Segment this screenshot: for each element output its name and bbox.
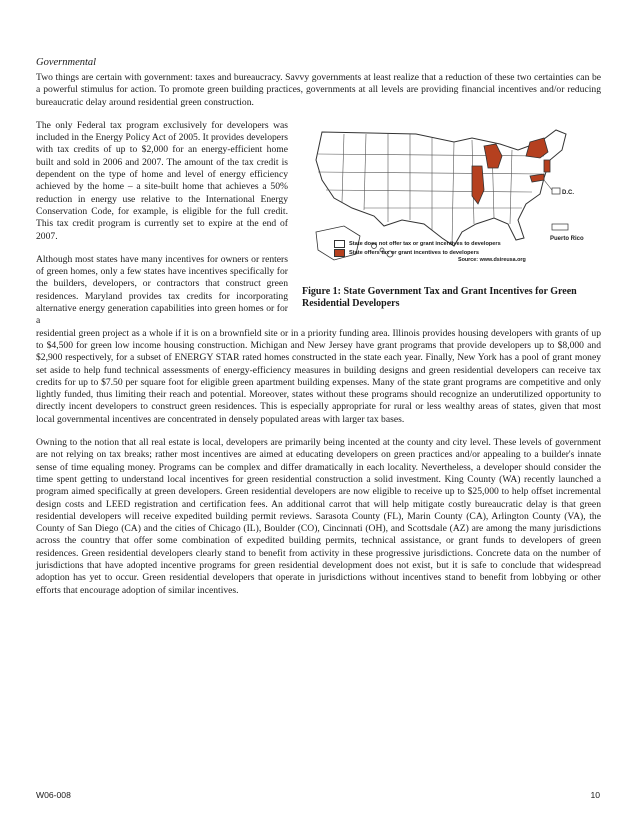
document-page bbox=[36, 56, 601, 597]
dc-label: D.C. bbox=[562, 189, 574, 196]
figure-caption: Figure 1: State Government Tax and Grant Incentives for Green Residential Developers bbox=[302, 285, 577, 310]
document-id: W06-008 bbox=[36, 790, 71, 800]
map-source: Source: www.dsireusa.org bbox=[458, 256, 526, 263]
legend-swatch-white bbox=[334, 240, 345, 248]
section-title: Governmental bbox=[36, 57, 97, 68]
us-map bbox=[304, 120, 600, 288]
state-new-jersey bbox=[544, 160, 550, 172]
map-legend bbox=[334, 240, 548, 258]
left-column bbox=[36, 120, 288, 328]
two-column-block bbox=[36, 120, 601, 328]
paragraph-states-full: residential green project as a whole if it is on a brownfield site or in a priority funding area. Illinois provides housing developers with grants of up to $4,500 for green low income housing construction. Michigan and New Jersey have grant programs that provide developers up to $8,000 and $2,900 respectively, for a subset of ENERGY STAR rated homes constructed in the state each year. Finally, New York has a pool of grant money set aside to help fund technical assessments of energy-efficiency measures in building designs and green residential developers can receive tax credits for up to $7.50 per square foot for eligible green apartment building expenses. Many of the state grant programs are competitive and only lightly funded, thus limiting their reach and potential. Moreover, states without these programs should recognize an underutilized opportunity to directly incent developers to construct green residences. This is especially appropriate for rural or less wealthy areas of states, given that most local governmental incentives are concentrated in densely populated areas with larger tax bases. bbox=[36, 327, 601, 425]
legend-label: State offers tax or grant incentives to developers bbox=[349, 250, 479, 257]
puerto-rico-label: Puerto Rico bbox=[550, 235, 584, 242]
legend-item-no-incentive bbox=[334, 240, 548, 249]
paragraph-federal: The only Federal tax program exclusively for developers was included in the Energy Policy Act of 2005. It provides developers with tax credits of up to $2,000 for an energy-efficient home built and sold in 2006 and 2007. The amount of the tax credit is dependent on the type of home and level of energy efficiency achieved by the home – a site-built home that achieves a 50% reduction in energy use relative to the International Energy Conservation Code, for example, is eligible for the full credit. This tax credit program is currently set to expire at the end of 2007. bbox=[36, 119, 288, 242]
paragraph-local: Owning to the notion that all real estate is local, developers are primarily being incented at the county and city level. These levels of government are not relying on tax breaks; rather most incentives are aimed at educating developers on green practices and/or appealing to a builder's innate sense of time equaling money. Programs can be complex and differ dramatically in each locality. Nevertheless, a developer should consider the time spent getting to understand local incentives for green residential construction a solid investment. King County (WA) recently launched a program aimed specifically at green developers. Green residential developers are now eligible to receive up to $25,000 to help offset incremental design costs and LEED registration and certification fees. An additional carrot that will help mitigate costly bureaucratic delay is that green residential developers will receive expedited building permit reviews. Sarasota County (FL), Marin County (CA), Arlington County (VA), the County of San Diego (CA) and the cities of Chicago (IL), Boulder (CO), Cincinnati (OH), and Scottsdale (AZ) are among the many jurisdictions across the country that offer some combination of expedited building permits, technical assistance, or grant funds to developers of green residences. Green residential developers clearly stand to benefit from activity in these progressive jurisdictions. Concrete data on the number of jurisdictions that have adopted incentive programs for green residential development does not exist, but it is safe to conclude that widespread adoption has yet to occur. Green residential developers that operate in jurisdictions without incentives stand to benefit from lobbying or other efforts that encourage adoption of similar incentives. bbox=[36, 437, 601, 596]
legend-label: State does not offer tax or grant incentives to developers bbox=[349, 241, 501, 248]
page-footer bbox=[36, 790, 600, 800]
puerto-rico-shape bbox=[552, 224, 568, 230]
dc-marker bbox=[552, 188, 560, 194]
paragraph-intro: Two things are certain with government: taxes and bureaucracy. Savvy governments at least realize that a reduction of these two certainties can be a powerful stimulus for action. To promote green building practices, governments at all levels are providing financial incentives and/or reducing bureaucratic delay around residential green construction. bbox=[36, 72, 601, 108]
legend-swatch-red bbox=[334, 249, 345, 257]
figure-state-incentives bbox=[298, 120, 601, 330]
page-number: 10 bbox=[590, 790, 600, 800]
paragraph-states-left: Although most states have many incentives for owners or renters of green homes, only a few states have incentives specifically for the builders, developers, or contractors that construct green residences. Maryland provides tax credits for incorporating alternative energy generation capabilities into green homes or for a bbox=[36, 253, 288, 327]
